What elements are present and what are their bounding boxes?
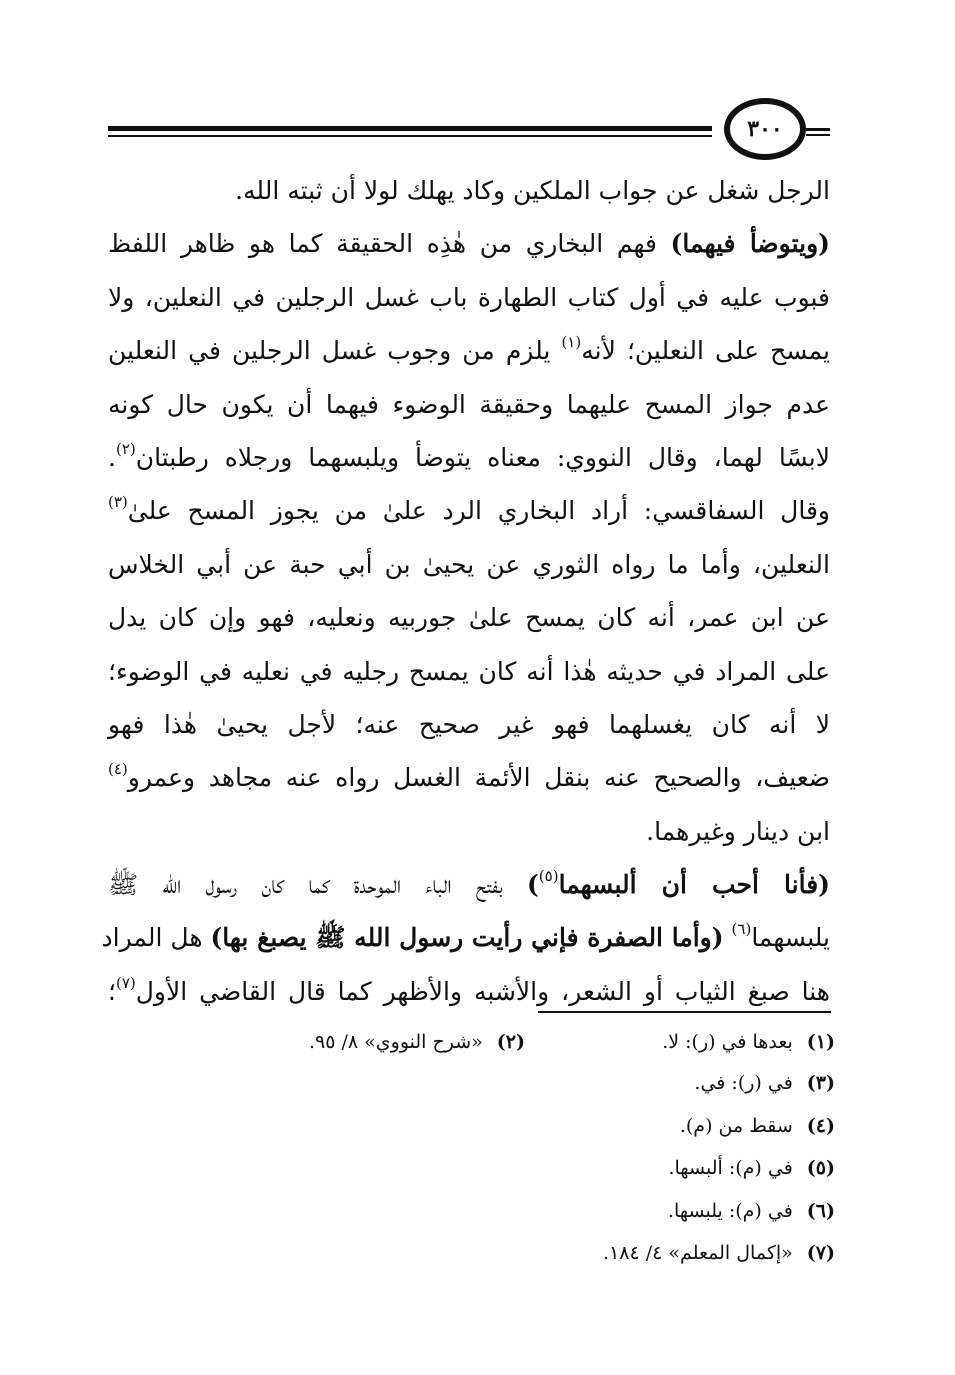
text-run: الرجل شغل عن جواب الملكين وكاد يهلك لولا أن ثبته الله. xyxy=(235,176,830,205)
footnote-3 xyxy=(694,1068,835,1098)
footnote-number: (٤) xyxy=(806,1115,835,1137)
header-rule xyxy=(108,122,830,142)
text-run: النعلين، وأما ما رواه الثوري عن يحيىٰ بن أبي حبة عن أبي الخلاس xyxy=(108,549,830,579)
footnote-ref: (٧) xyxy=(115,973,136,992)
footnote-text: في (م): ألبسها. xyxy=(668,1157,793,1179)
quoted-matn: (فأنا أحب أن ألبسهما xyxy=(558,870,830,900)
footnote-text: «إكمال المعلم» ٤/ ١٨٤. xyxy=(603,1242,793,1264)
footnote-ref: (٦) xyxy=(731,920,752,939)
footnote-ref: (٥) xyxy=(538,867,559,886)
text-run: على المراد في حديثه هٰذا أنه كان يمسح رجليه في نعليه في الوضوء؛ xyxy=(108,656,830,686)
text-run: لا أنه كان يغسلهما فهو غير صحيح عنه؛ لأجل يحيىٰ هٰذا فهو xyxy=(108,709,830,739)
text-run: ؛ xyxy=(108,976,116,1006)
text-line xyxy=(108,698,830,751)
footnote-text: «شرح النووي» ٨/ ٩٥. xyxy=(308,1031,483,1053)
page-number: ٣٠٠ xyxy=(724,98,806,160)
text-line xyxy=(108,378,830,431)
text-run: عدم جواز المسح عليهما وحقيقة الوضوء فيهما أن يكون حال كونه xyxy=(108,389,830,419)
text-run: فبوب عليه في أول كتاب الطهارة باب غسل الرجلين في النعلين، ولا xyxy=(108,282,830,312)
text-run: وقال السفاقسي: أراد البخاري الرد علىٰ من يجوز المسح علىٰ xyxy=(127,496,830,526)
footnote-number: (٧) xyxy=(806,1242,835,1264)
text-run xyxy=(724,923,732,952)
text-run: يلبسهما xyxy=(751,923,830,953)
footnote-1 xyxy=(662,1027,835,1057)
quoted-matn: (ويتوضأ فيهما) xyxy=(670,229,830,259)
footnote-7 xyxy=(603,1238,835,1268)
footnote-text: سقط من (م). xyxy=(679,1115,793,1137)
text-line xyxy=(108,751,830,804)
footnote-6 xyxy=(668,1196,835,1226)
text-line xyxy=(108,324,830,377)
text-line xyxy=(108,484,830,537)
footnote-separator xyxy=(538,1011,831,1013)
text-run: يمسح على النعلين؛ لأنه xyxy=(581,336,831,366)
footnote-number: (١) xyxy=(806,1031,835,1053)
text-run: هل المراد xyxy=(101,923,211,953)
footnote-text: بعدها في (ر): لا. xyxy=(662,1031,793,1053)
text-line xyxy=(108,858,830,911)
header-rule-tail xyxy=(806,128,830,131)
text-run: عن ابن عمر، أنه كان يمسح علىٰ جوربيه ونعليه، فهو وإن كان يدل xyxy=(108,603,830,633)
text-run: هنا صبغ الثياب أو الشعر، والأشبه والأظهر كما قال القاضي الأول xyxy=(135,976,830,1006)
footnote-number: (٢) xyxy=(496,1031,525,1053)
text-run: لابسًا لهما، وقال النووي: معناه يتوضأ ويلبسهما ورجلاه رطبتان xyxy=(135,442,830,472)
text-line xyxy=(108,805,830,858)
footnote-ref: (٤) xyxy=(108,760,128,779)
quoted-matn: (وأما الصفرة فإني رأيت رسول الله ﷺ يصبغ بها) xyxy=(210,923,724,953)
text-run: يلزم من وجوب غسل الرجلين في النعلين xyxy=(108,336,562,366)
header-rule-tail-thin xyxy=(806,134,830,136)
text-run: . xyxy=(108,442,116,472)
text-run: ابن دينار وغيرهما. xyxy=(646,816,830,846)
text-run: فهم البخاري من هٰذِه الحقيقة كما هو ظاهر اللفظ xyxy=(108,229,671,259)
main-text xyxy=(101,164,831,1018)
footnote-2 xyxy=(309,1027,525,1057)
text-line xyxy=(108,431,830,484)
text-line xyxy=(108,217,830,270)
footnote-4 xyxy=(680,1111,835,1141)
footnote-ref: (٣) xyxy=(108,493,128,512)
footnote-text: في (ر): في. xyxy=(694,1072,793,1094)
quoted-matn: ) xyxy=(526,870,539,900)
footnote-number: (٦) xyxy=(806,1200,835,1222)
footnote-number: (٥) xyxy=(806,1157,835,1179)
header-rule-thick xyxy=(108,126,712,131)
footnote-number: (٣) xyxy=(806,1072,835,1094)
footnote-5 xyxy=(668,1153,835,1183)
text-line xyxy=(108,538,830,591)
text-line xyxy=(108,645,830,698)
footnote-ref: (١) xyxy=(561,333,582,352)
text-line xyxy=(108,164,830,217)
header-rule-thin xyxy=(108,135,712,137)
footnote-ref: (٢) xyxy=(115,439,136,458)
text-run: بفتح الباء الموحدة كما كان رسول الله ﷺ xyxy=(108,870,527,900)
footnote-text: في (م): يلبسها. xyxy=(667,1200,793,1222)
text-line xyxy=(108,591,830,644)
text-run: ضعيف، والصحيح عنه بنقل الأئمة الغسل رواه عنه مجاهد وعمرو xyxy=(127,763,830,793)
text-line xyxy=(101,911,830,964)
text-line xyxy=(108,271,830,324)
